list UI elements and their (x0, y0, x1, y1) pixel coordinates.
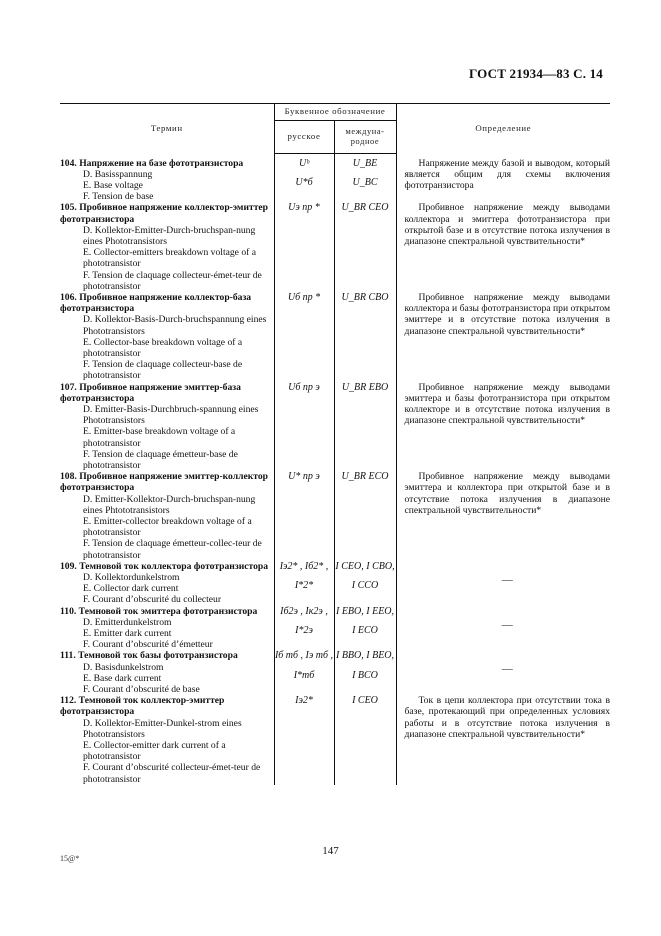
symbol-intl-cell: U_BR CEO (334, 202, 396, 292)
table-row (60, 202, 610, 292)
symbol-ru-cell: Uᵇ U*б (274, 154, 334, 203)
symbol-intl-cell: U_BR EBO (334, 382, 396, 472)
term-cell: 110. Темновой ток эмиттера фототранзистора D. Emitterdunkelstrom E. Emitter dark current F. Courant d’obscurité d’émetteur (60, 606, 274, 651)
page-header: ГОСТ 21934—83 С. 14 (469, 66, 603, 81)
column-header-russian: русское (274, 121, 334, 154)
symbol-intl-cell: I CEO (334, 695, 396, 785)
definition-cell: Пробивное напряжение между выводами коллектора и эмиттера фототранзистора при открытой базе и в отсутствие потока излучения в диапазоне спектральной чувствительности* (404, 202, 611, 247)
footer-code: 15@* (60, 854, 80, 863)
definition-cell: Ток в цепи коллектора при отсутствии тока в базе, протекающий при определенных условиях работы и в отсутствие потока излучения в диапазоне спектральной чувствительности* (404, 695, 611, 740)
table-row (60, 471, 610, 561)
term-cell: 111. Темновой ток базы фототранзистора D. Basisdunkelstrom E. Base dark current F. Courant d’obscurité de base (60, 650, 274, 695)
symbol-intl-cell: I EBO, I EЕO, I ECO (334, 606, 396, 651)
term-cell: 109. Темновой ток коллектора фототранзистора D. Kollektordunkelstrom E. Collector dark current F. Courant d’obscurité du collecteur (60, 561, 274, 606)
symbol-ru-cell: U* пр э (274, 471, 334, 561)
term-cell: 104. Напряжение на базе фототранзистора D. Basisspannung E. Base voltage F. Tension de base (60, 154, 274, 203)
term-cell: 108. Пробивное напряжение эмиттер-коллектор фототранзистора D. Emitter-Kollektor-Durch-bruchspan-nung eines Phtototransistors E. Emitter-collector breakdown voltage of a phototransistor F. Tension de claquage émetteur-collec-teur de phototransistor (60, 471, 274, 561)
definition-cell: Пробивное напряжение между выводами коллектора и базы фототранзистора при открытом эмиттере и в отсутствие потока излучения в диапазоне спектральной чувствительности* (404, 291, 611, 337)
table-row (60, 292, 610, 382)
definition-cell: Пробивное напряжение между выводами эмиттера и коллектора при открытой базе и в отсутствие потока излучения в диапазоне спектральной чувствительности* (404, 471, 611, 516)
symbol-intl-cell: U_BE U_BC (334, 154, 396, 203)
table-row (60, 695, 610, 785)
table-row (60, 606, 610, 651)
term-cell: 106. Пробивное напряжение коллектор-база фототранзистора D. Kollektor-Basis-Durch-bruchspannung eines Phototransistors E. Collector-base breakdown voltage of a phototransistor F. Tension de claquage collecteur-base de phototransistor (60, 292, 274, 382)
definition-cell: Напряжение между базой и выводом, который является общим для схемы включения фототранзистора (404, 157, 611, 191)
symbol-ru-cell: Uб пр э (274, 382, 334, 472)
symbol-intl-cell: U_BR CBO (334, 292, 396, 382)
table-row (60, 382, 610, 472)
definition-cell: — (501, 663, 513, 676)
term-cell: 105. Пробивное напряжение коллектор-эмиттер фототранзистора D. Kollektor-Emitter-Durch-bruchspan-nung eines Phototransistors E. Collector-emitters breakdown voltage of a phototransistor F. Tension de claquage collecteur-émet-teur de phototransistor (60, 202, 274, 292)
symbol-intl-cell: I BBO, I BEO, I BCO (334, 650, 396, 695)
term-cell: 112. Темновой ток коллектор-эмиттер фототранзистора D. Kollektor-Emitter-Dunkel-strom eines Phototransistors E. Collector-emitter dark current of a phototransistor F. Courant d’obscurité collecteur-émet-teur de phototransistor (60, 695, 274, 785)
table-row (60, 561, 610, 606)
term-cell: 107. Пробивное напряжение эмиттер-база фототранзистора D. Emitter-Basis-Durchbruch-spannung eines Phototransistors E. Emitter-base breakdown voltage of a phototransistor F. Tension de claquage émetteur-base de phototransistor (60, 382, 274, 472)
definition-cell: Пробивное напряжение между выводами эмиттера и базы фототранзистора при открытом коллекторе и в отсутствие потока излучения в диапазоне спектральной чувствительности* (404, 381, 611, 427)
definition-cell: — (501, 573, 513, 586)
symbol-ru-cell: Iэ2* , Iб2* , I*2* (274, 561, 334, 606)
column-header-international: междуна- родное (334, 121, 396, 154)
table-row (60, 154, 610, 203)
column-header-term: Термин (60, 104, 274, 154)
symbol-ru-cell: Iб тб , Iэ тб , I*тб (274, 650, 334, 695)
column-header-symbol: Буквенное обозначение (274, 104, 396, 121)
page-number: 147 (322, 845, 339, 857)
symbol-ru-cell: Uб пр * (274, 292, 334, 382)
symbol-ru-cell: Uэ пр * (274, 202, 334, 292)
symbol-ru-cell: Iб2э , Iк2э , I*2э (274, 606, 334, 651)
symbol-ru-cell: Iэ2* (274, 695, 334, 785)
definition-cell: — (501, 618, 513, 631)
symbol-intl-cell: I CEO, I CBO, I CCO (334, 561, 396, 606)
symbol-intl-cell: U_BR ECO (334, 471, 396, 561)
column-header-definition: Определение (396, 104, 610, 154)
table-row (60, 650, 610, 695)
glossary-table (60, 103, 610, 785)
